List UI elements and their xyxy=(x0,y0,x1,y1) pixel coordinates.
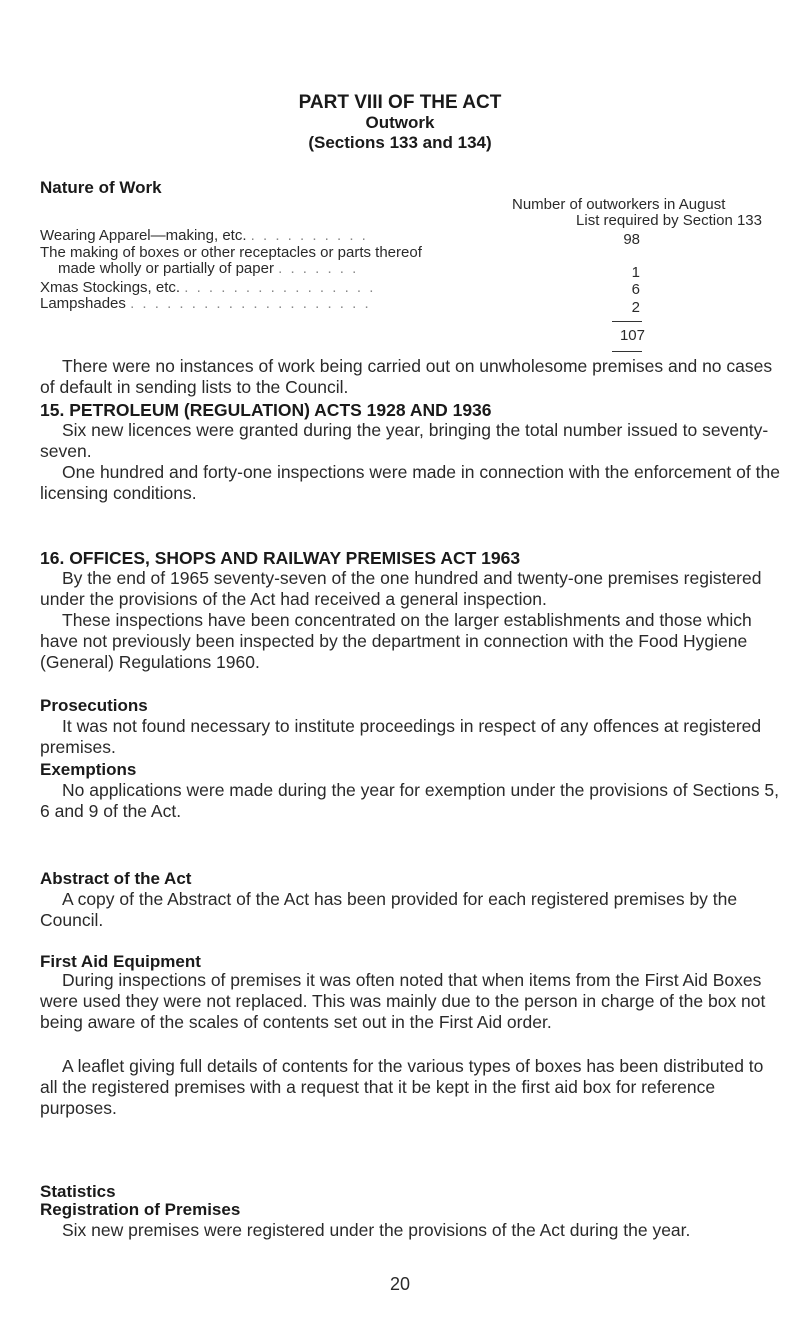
nature-of-work-label: Nature of Work xyxy=(40,178,162,197)
row-label: Xmas Stockings, etc. xyxy=(40,279,181,296)
first-aid-paragraph-2: A leaflet giving full details of contents for the various types of boxes has been distributed to all the registered premises with a request that it be kept in the first aid box for reference purposes. xyxy=(40,1056,764,1118)
first-aid-heading: First Aid Equipment xyxy=(40,952,201,971)
table-row: Lampshades . . . . . . . . . . . . . . . . . . . . xyxy=(40,295,371,312)
exemptions-paragraph: No applications were made during the year for exemption under the provisions of Sections 5, 6 and 9 of the Act. xyxy=(40,780,779,821)
row-value: 98 xyxy=(623,231,640,248)
statistics-paragraph: Six new premises were registered under the provisions of the Act during the year. xyxy=(62,1220,691,1240)
row-label-continued: made wholly or partially of paper xyxy=(58,260,274,277)
section-16-heading: 16. OFFICES, SHOPS AND RAILWAY PREMISES ACT 1963 xyxy=(40,548,521,568)
total-rule-bottom xyxy=(612,351,642,352)
exemptions-heading: Exemptions xyxy=(40,760,137,779)
section-15-heading: 15. PETROLEUM (REGULATION) ACTS 1928 AND 1936 xyxy=(40,400,492,420)
outwork-note: There were no instances of work being carried out on unwholesome premises and no cases of default in sending lists to the Council. xyxy=(40,356,773,397)
page-title: PART VIII OF THE ACT xyxy=(298,92,502,113)
page-subtitle: Outwork xyxy=(365,113,435,132)
statistics-heading: Statistics xyxy=(40,1182,116,1201)
section-16-paragraph-2: These inspections have been concentrated on the larger establishments and those which have not previously been inspected by the department in connection with the Food Hygiene (General) Regulations 1960. xyxy=(40,610,752,672)
first-aid-paragraph-1: During inspections of premises it was often noted that when items from the First Aid Boxes were used they were not replaced. This was mainly due to the person in charge of the box not being aware of the scales of contents set out in the First Aid order. xyxy=(40,970,766,1032)
row-label: The making of boxes or other receptacles or parts thereof xyxy=(40,244,422,261)
prosecutions-heading: Prosecutions xyxy=(40,696,148,715)
registration-subheading: Registration of Premises xyxy=(40,1200,241,1219)
table-row: Xmas Stockings, etc. . . . . . . . . . . . . . . . . xyxy=(40,279,376,296)
total-value: 107 xyxy=(619,327,645,344)
table-row: Wearing Apparel—making, etc. . . . . . . . . . . xyxy=(40,227,368,244)
section-16-paragraph-1: By the end of 1965 seventy-seven of the one hundred and twenty-one premises registered under the provisions of the Act had received a general inspection. xyxy=(40,568,762,609)
row-value: 2 xyxy=(631,299,640,316)
abstract-heading: Abstract of the Act xyxy=(40,869,192,888)
abstract-paragraph: A copy of the Abstract of the Act has been provided for each registered premises by the Council. xyxy=(40,889,738,930)
row-value: 6 xyxy=(631,281,640,298)
row-label: Lampshades xyxy=(40,295,126,312)
column-header-line2: List required by Section 133 xyxy=(576,212,762,229)
column-header-line1: Number of outworkers in August xyxy=(512,196,726,213)
section-15-paragraph-1: Six new licences were granted during the year, bringing the total number issued to seventy-seven. xyxy=(40,420,769,461)
sections-reference: (Sections 133 and 134) xyxy=(308,133,492,152)
row-label: Wearing Apparel—making, etc. xyxy=(40,227,247,244)
total-rule-top xyxy=(612,321,642,322)
prosecutions-paragraph: It was not found necessary to institute proceedings in respect of any offences at registered premises. xyxy=(40,716,762,757)
outworkers-column-header xyxy=(512,197,792,229)
table-row: The making of boxes or other receptacles or parts thereof made wholly or partially of paper . . . . . . . xyxy=(40,245,640,277)
page-number: 20 xyxy=(389,1274,411,1294)
section-15-paragraph-2: One hundred and forty-one inspections were made in connection with the enforcement of the licensing conditions. xyxy=(40,462,780,503)
row-value: 1 xyxy=(631,264,640,281)
